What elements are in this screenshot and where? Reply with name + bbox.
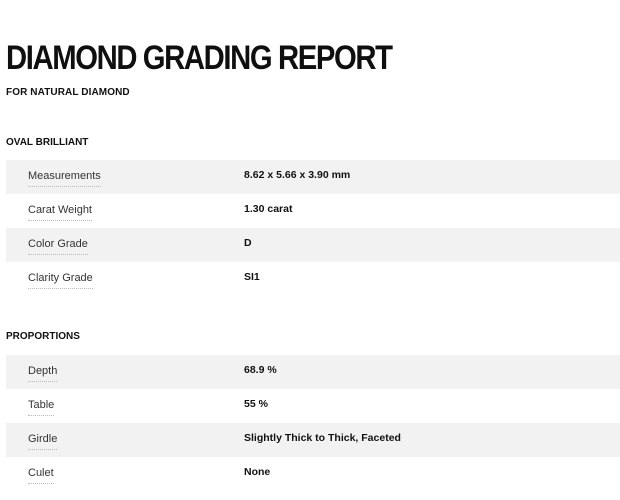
row-value: 68.9 % xyxy=(244,364,277,376)
report-title: DIAMOND GRADING REPORT xyxy=(6,39,392,77)
row-label[interactable]: Table xyxy=(28,399,54,416)
row-value: SI1 xyxy=(244,271,260,283)
report-subtitle: FOR NATURAL DIAMOND xyxy=(6,87,130,98)
table-row-culet xyxy=(6,457,620,491)
grading-results-table xyxy=(6,160,620,296)
table-row-color-grade xyxy=(6,228,620,262)
row-value: 8.62 x 5.66 x 3.90 mm xyxy=(244,169,351,181)
table-row-girdle xyxy=(6,423,620,457)
row-label[interactable]: Color Grade xyxy=(28,238,88,255)
row-value: 55 % xyxy=(244,398,268,410)
section-heading-shape: OVAL BRILLIANT xyxy=(6,137,89,148)
row-label[interactable]: Girdle xyxy=(28,433,57,450)
row-value: D xyxy=(244,237,252,249)
row-label[interactable]: Carat Weight xyxy=(28,204,92,221)
table-row-depth xyxy=(6,355,620,389)
proportions-table xyxy=(6,355,620,491)
row-value: 1.30 carat xyxy=(244,203,293,215)
table-row-table xyxy=(6,389,620,423)
table-row-carat-weight xyxy=(6,194,620,228)
row-label[interactable]: Measurements xyxy=(28,170,101,187)
row-label[interactable]: Depth xyxy=(28,365,57,382)
section-heading-proportions: PROPORTIONS xyxy=(6,331,80,342)
row-value: None xyxy=(244,466,271,478)
row-value: Slightly Thick to Thick, Faceted xyxy=(244,432,401,444)
table-row-measurements xyxy=(6,160,620,194)
table-row-clarity-grade xyxy=(6,262,620,296)
row-label[interactable]: Clarity Grade xyxy=(28,272,93,289)
row-label[interactable]: Culet xyxy=(28,467,54,484)
